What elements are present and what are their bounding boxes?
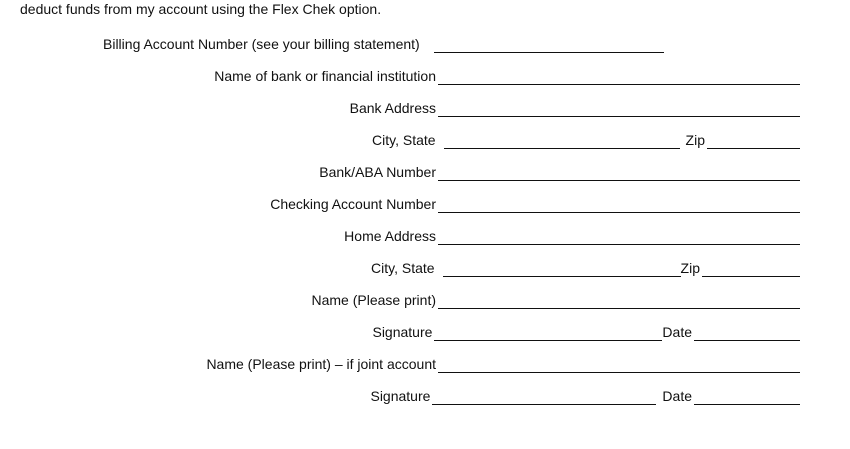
joint-name-print-blank[interactable] — [438, 359, 800, 373]
name-print-label: Name (Please print) — [311, 292, 436, 308]
name-print-blank[interactable] — [438, 295, 800, 309]
billing-account-label: Billing Account Number (see your billing statement) — [103, 36, 420, 52]
home-zip-label: Zip — [680, 260, 700, 276]
home-address-row — [344, 227, 800, 245]
joint-signature-blank[interactable] — [432, 391, 656, 405]
date-blank[interactable] — [694, 327, 800, 341]
signature-blank[interactable] — [434, 327, 662, 341]
bank-zip-blank[interactable] — [707, 135, 800, 149]
bank-address-blank[interactable] — [438, 103, 800, 117]
home-address-label: Home Address — [344, 228, 436, 244]
joint-name-print-label: Name (Please print) – if joint account — [206, 356, 436, 372]
aba-number-label: Bank/ABA Number — [319, 164, 436, 180]
home-city-state-row — [371, 259, 800, 277]
bank-name-row — [214, 67, 800, 85]
joint-signature-row — [370, 387, 800, 405]
name-print-row — [312, 291, 801, 309]
billing-account-row — [103, 35, 664, 53]
bank-city-state-label: City, State — [372, 132, 436, 148]
bank-address-row — [350, 99, 800, 117]
intro-text: deduct funds from my account using the Flex Chek option. — [20, 1, 382, 17]
aba-number-row — [319, 163, 800, 181]
bank-name-blank[interactable] — [438, 71, 800, 85]
home-city-state-blank[interactable] — [443, 263, 681, 277]
signature-label: Signature — [372, 324, 433, 340]
checking-account-blank[interactable] — [438, 199, 800, 213]
aba-number-blank[interactable] — [438, 167, 800, 181]
date-label: Date — [662, 324, 692, 340]
home-city-state-label: City, State — [371, 260, 435, 276]
checking-account-label: Checking Account Number — [270, 196, 436, 212]
signature-row — [372, 323, 800, 341]
home-address-blank[interactable] — [438, 231, 800, 245]
bank-city-state-blank[interactable] — [444, 135, 680, 149]
bank-address-label: Bank Address — [349, 100, 436, 116]
bank-name-label: Name of bank or financial institution — [214, 68, 436, 84]
joint-name-print-row — [206, 355, 800, 373]
bank-city-state-row — [372, 131, 800, 149]
bank-zip-label: Zip — [685, 132, 705, 148]
joint-signature-label: Signature — [370, 388, 431, 404]
billing-account-blank[interactable] — [434, 39, 664, 53]
joint-date-blank[interactable] — [694, 391, 800, 405]
home-zip-blank[interactable] — [702, 263, 800, 277]
joint-date-label: Date — [662, 388, 692, 404]
checking-account-row — [270, 195, 800, 213]
